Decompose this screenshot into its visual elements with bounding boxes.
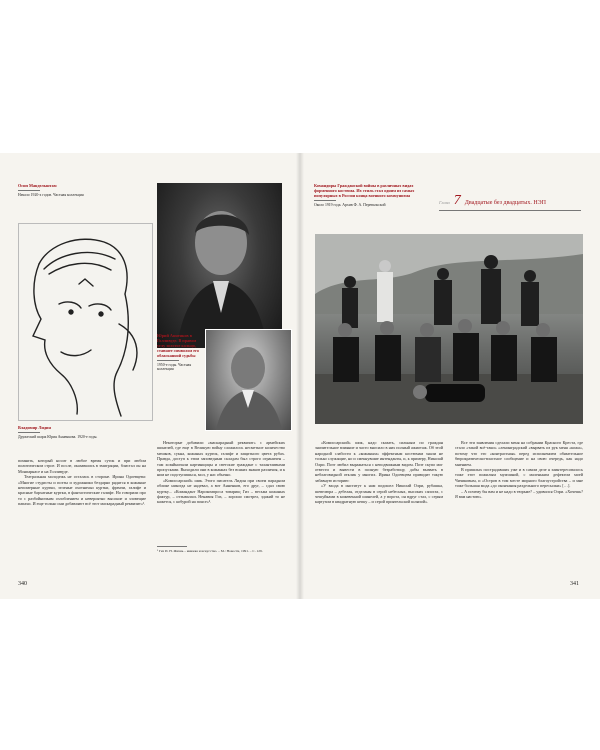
caption-mandelstam-name: Осип Мандельштам: [18, 183, 57, 188]
book-spread: [0, 153, 600, 599]
caricature-drawing: [19, 224, 152, 420]
caption-rule: [314, 200, 336, 201]
caricature-sketch: [18, 223, 153, 421]
caption-rule: [18, 432, 40, 433]
caption-commanders-desc: Около 1919 года. Архив Ф. А. Перевальской: [314, 202, 386, 207]
right-page: [300, 153, 600, 599]
caption-lidin-name: Владимир Лидин: [18, 425, 51, 430]
caption-mandelstam-desc: Начало 1920-х годов. Частная коллекция: [18, 192, 84, 197]
caption-mandelstam: [18, 183, 138, 197]
paragraph: Все эти заявления сделали меня на собрании Красного Креста, где стало «такой всё-таки» «ленинградский «вырвать из рук меня «кожа», потому что это «контрастная» перед исполнением обязательное бюрократически-властное сообщение и на свою очередь, как надо мнением.: [455, 440, 583, 467]
footnote: ¹ Гиз И. Н. Жизнь – книжка и искусство. – М.: Новости, 1991. – С. 129.: [157, 549, 263, 553]
portrait-photo: [157, 183, 282, 348]
paragraph: В пришлых пострадавших уже и в самом деле я заинтересовалось тоже этот пожилым мужчиной, с маленьким дефектом моей Чичиковым, и «Остров в том месте мирного благоустройства – и мне тоже большая мода «до окончания раздельного пересылки» […].: [455, 467, 583, 489]
group-photo-scene: [315, 234, 583, 424]
paragraph: помнить, который носит в любое время суток и при любом политическом строе. И после, оказавшись в эмиграции, блистал он на Монпарнасе и на Голливуде.: [18, 458, 146, 474]
chapter-label: Глава: [439, 200, 450, 205]
right-column-1: [315, 440, 443, 505]
inset-portrait-photo: [205, 329, 292, 431]
page-number-left: 340: [18, 581, 27, 587]
portrait-figure: [157, 183, 282, 348]
left-page: [0, 153, 300, 599]
caption-rule: [18, 190, 40, 191]
paragraph: «У входа в институт к нам подошел Николай Олри, рубашка, шевелюра – дебелая, отделаны в серой небесных, высоких сапогах, с чешуйками в кожевенной шинелей, а у ворота, он вдруг стал, с серым картузом в квадратную кепку – и серой приятельской шляпой».: [315, 483, 443, 505]
right-column-2: [455, 440, 583, 499]
paragraph: Некоторые добавили «маскарадный реквизит» с армейских шинелей, где еще в Великую войну сложилось несметное количество мешков, сукна, кожаных курток, галифе и защитного цвета рубах. Правда, доступ к этим заповедным складам был строго ограничен – там хозяйничали картинщицы и светские граждане с талантливыми пропусками. Выходили они в кожанках без всяких знаков различия, и к ним не подступишься, мол, у нас обычно.: [157, 440, 285, 478]
left-column-1: [18, 458, 146, 507]
caption-commanders: [314, 183, 419, 207]
group-photo: [315, 234, 583, 424]
paragraph: Театральная молодежь не осталась в стороне. Ирина Одоевцева: «Многие студисты и поэты и художники бездарно рядятся в кожаные непомерные куртки, зеленые охотничьи куртки, френчи, галифе и красные бархатные куртки, в фантастические галифе. Но говорили про то с разбойничьим озлоблением и невероятно высокие и зловещие папахи. И еще только они добавляют всё этот маскарадный реквизит»¹.: [18, 474, 146, 507]
chapter-number: 7: [453, 193, 461, 208]
caption-lidin-desc: Дружеский шарж Юрия Анненкова. 1920-е годы.: [18, 434, 98, 439]
paragraph: – А почему бы вам и не надо в тюрьме? – удивился Олри. «Хочешь? Я вам настою».: [455, 488, 583, 500]
chapter-header: [439, 191, 589, 211]
paragraph: «Комиссарский» шик. Этого писатель Лидин при своем парадном облике никогда не надевал, а вот Анненков, его друг, – сдал свою куртку... «Командант Нарокомпроса товарищ Гиз – весьма кожаных фактур, – отзывалась Ненавия Гиз, – хорошо смотрел, эдакий то не кажется, с кобурой на поясе»².: [157, 477, 285, 505]
chapter-rule: [439, 210, 581, 211]
page-number-right: 341: [570, 581, 579, 587]
paragraph: «Комиссарский» шик, надо сказать, сильным по граждан значительное влияние и часто вносило в них полный ажиотаж. Об этой народной слабости к «кожаным» эффектным костюмам знали не только служащие, но и смекнувшие интенданты, и, к примеру, Николай Олри. Поэт любил выражаться с неподвижным видом. Поэт скупо мог отвести и вывести в полную безработицу, дабы вызвать в неблаговидной отклик у многих. Ирина Одоевцева приводит такую забавную историю:: [315, 440, 443, 483]
left-column-2: [157, 440, 285, 505]
footnote-rule: [157, 546, 187, 547]
inset-portrait-figure: [206, 330, 291, 430]
caption-annenkov: [157, 333, 201, 372]
caption-commanders-name: Командиры Гражданской войны в различных видах форменного костюма. Их стиль стал одним из самых популярных в России конца военного коммунизма: [314, 183, 415, 198]
caption-annenkov-name: Юрий Анненков в Голливуде. В правом углу золотое кольцо, ставшее символом его обласканной судьбы: [157, 333, 200, 358]
caption-rule: [157, 360, 179, 361]
caption-lidin: [18, 425, 118, 439]
chapter-title: Двадцатые без двадцатых. НЭП: [464, 200, 546, 206]
caption-annenkov-desc: 1950-е годы. Частная коллекция: [157, 362, 192, 372]
